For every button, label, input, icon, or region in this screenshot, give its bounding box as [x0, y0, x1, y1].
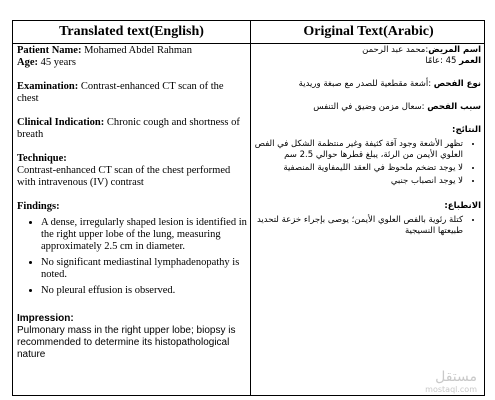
- table-header-row: [13, 21, 484, 44]
- ar-examination-line: [253, 79, 481, 90]
- findings-label: Findings:: [17, 201, 60, 212]
- ar-age-line: [253, 56, 481, 67]
- watermark-text: مستقل: [435, 369, 477, 385]
- age-label: Age:: [17, 57, 38, 68]
- watermark-logo: [425, 369, 477, 394]
- arabic-column-header: Original Text(Arabic): [303, 24, 434, 39]
- patient-name-line: [17, 45, 247, 57]
- patient-name-value: Mohamed Abdel Rahman: [81, 45, 192, 56]
- ar-age-label: العمر: [459, 56, 481, 66]
- finding-item: • A dense, irregularly shaped lesion is identified in the right upper lobe of the lung, measuring approximately 2.5 cm in diameter.: [41, 217, 247, 253]
- arabic-column: [253, 45, 481, 239]
- english-column: [17, 45, 247, 361]
- impression-label: Impression:: [17, 313, 74, 324]
- indication-line: [17, 117, 247, 141]
- column-divider: [250, 21, 251, 395]
- ar-impression-value: • كتلة رئوية بالفص العلوي الأيمن؛ يوصى بإجراء خزعة لتحديد طبيعتها النسيجية: [253, 215, 463, 237]
- ar-patient-name-label: اسم المريض: [428, 45, 481, 55]
- technique-value: Contrast-enhanced CT scan of the chest performed with intravenous (IV) contrast: [17, 165, 231, 188]
- ar-age-value: 45 :عامًا: [425, 56, 460, 66]
- ar-finding-item: • لا يوجد انصباب جنبي: [253, 176, 463, 187]
- age-line: [17, 57, 247, 69]
- ar-finding-item: • لا يوجد تضخم ملحوظ في العقد الليمفاوية المنصفية: [253, 163, 463, 174]
- watermark-sub: mostaql.com: [425, 385, 477, 394]
- examination-value: Contrast-enhanced CT scan of the chest: [17, 81, 224, 104]
- english-column-header: Translated text(English): [59, 24, 204, 39]
- ar-finding-item: • تظهر الأشعة وجود آفة كثيفة وغير منتظمة الشكل في الفص العلوي الأيمن من الرئة، يبلغ قطرها حوالي 2.5 سم: [253, 139, 463, 161]
- ar-patient-name-line: [253, 45, 481, 56]
- ar-patient-name-value: :محمد عبد الرحمن: [362, 45, 429, 55]
- ar-findings-label: النتائج:: [452, 125, 481, 135]
- ar-impression-label: الانطباع:: [444, 201, 481, 211]
- age-value: 45 years: [38, 57, 76, 68]
- ar-impression-list: [253, 215, 481, 237]
- findings-list: [17, 217, 247, 297]
- ar-examination-value: :أشعة مقطعية للصدر مع صبغة وريدية: [298, 79, 434, 89]
- ar-indication-line: [253, 102, 481, 113]
- examination-line: [17, 81, 247, 105]
- ar-findings-list: [253, 139, 481, 187]
- technique-label: Technique:: [17, 153, 67, 164]
- ar-indication-label: سبب الفحص: [427, 102, 481, 112]
- finding-item: • No significant mediastinal lymphadenopathy is noted.: [41, 257, 247, 281]
- impression-value: Pulmonary mass in the right upper lobe; biopsy is recommended to determine its histopathological nature: [17, 325, 236, 360]
- patient-name-label: Patient Name:: [17, 45, 82, 56]
- indication-label: Clinical Indication:: [17, 117, 105, 128]
- ar-examination-label: نوع الفحص: [433, 79, 481, 89]
- indication-value: Chronic cough and shortness of breath: [17, 117, 240, 140]
- translation-table: [12, 20, 485, 396]
- ar-indication-value: :سعال مزمن وضيق في التنفس: [313, 102, 428, 112]
- examination-label: Examination:: [17, 81, 79, 92]
- finding-item: • No pleural effusion is observed.: [41, 285, 247, 297]
